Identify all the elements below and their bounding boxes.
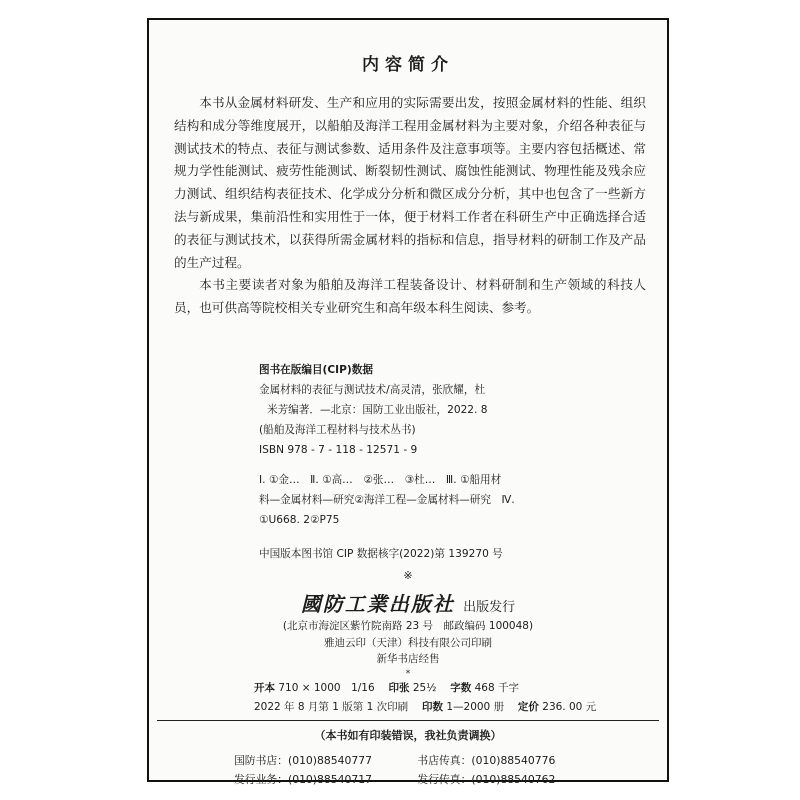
bookstore-phone: 国防书店：(010)88540777 — [234, 754, 372, 767]
publisher-details — [149, 618, 667, 680]
format-label: 开本 — [254, 682, 275, 694]
print-run-label: 印数 — [421, 701, 443, 713]
distribution-phone: 发行业务：(010)88540717 — [234, 773, 372, 786]
words-label: 字数 — [450, 682, 472, 694]
printer-name: 雅迪云印（天津）科技有限公司印刷 — [324, 636, 492, 649]
specs-row — [254, 679, 584, 698]
cip-classification: Ⅰ. ①金… Ⅱ. ①高… ②张… ③杜… Ⅲ. ①船用材 — [259, 474, 502, 486]
print-specs — [254, 679, 597, 717]
price-value: 236. 00 元 — [542, 701, 597, 713]
contacts-left — [234, 751, 372, 789]
distribution-fax: 发行传真：(010)88540762 — [417, 773, 556, 786]
bookstore-fax: 书店传真：(010)88540776 — [417, 754, 556, 767]
sheets-label: 印张 — [388, 682, 410, 694]
book-page — [147, 18, 669, 786]
cip-block — [259, 360, 559, 564]
sheets-value: 25½ — [412, 682, 437, 694]
specs-row — [254, 698, 597, 717]
cip-classification: 料—金属材料—研究②海洋工程—金属材料—研究 Ⅳ. — [259, 494, 515, 506]
separator-star: * — [405, 668, 411, 679]
format-value: 710 × 1000 1/16 — [278, 682, 375, 694]
error-notice: （本书如有印装错误，我社负责调换） — [314, 729, 502, 742]
intro-paragraph: 本书主要读者对象为船舶及海洋工程装备设计、材料研制和生产领域的科技人员，也可供高等院校相关专业研究生和高年级本科生阅读、参考。 — [174, 277, 646, 316]
print-run-value: 1—2000 册 — [446, 701, 505, 713]
intro-text — [174, 92, 646, 320]
cip-line: 金属材料的表征与测试技术/高灵清，张欣耀，杜 — [259, 384, 486, 396]
divider — [157, 720, 659, 721]
cip-record-number: 中国版本图书馆 CIP 数据核字(2022)第 139270 号 — [259, 548, 503, 560]
cip-series: (船舶及海洋工程材料与技术丛书) — [259, 424, 416, 436]
cip-line: 米芳编著．—北京：国防工业出版社，2022. 8 — [267, 404, 488, 416]
distributor: 新华书店经售 — [376, 653, 440, 665]
cip-heading: 图书在版编目(CIP)数据 — [259, 364, 373, 376]
edition-info: 2022 年 8 月第 1 版第 1 次印刷 — [254, 701, 409, 713]
separator-mark: ※ — [403, 569, 413, 582]
intro-paragraph: 本书从金属材料研发、生产和应用的实际需要出发，按照金属材料的性能、组织结构和成分等维度展开，以船舶及海洋工程用金属材料为主要对象，介绍各种表征与测试技术的特点、表征与测试参数、适用条件及注意事项等。主要内容包括概述、常规力学性能测试、疲劳性能测试、断裂韧性测试、腐蚀性能测试、物理性能及残余应力测试、组织结构表征技术、化学成分分析和微区成分分析，其中也包含了一些新方法与新成果，集前沿性和实用性于一体，便于材料工作者在科研生产中正确选择合适的表征与测试技术，以获得所需金属材料的指标和信息，指导材料的研制工作及产品的生产过程。 — [174, 95, 646, 270]
contact-info — [234, 751, 574, 789]
publisher-line — [149, 588, 667, 617]
publisher-address: (北京市海淀区紫竹院南路 23 号 邮政编码 100048) — [282, 620, 534, 632]
publisher-suffix: 出版发行 — [463, 600, 516, 615]
publisher-logo: 國防工業出版社 — [300, 592, 455, 616]
cip-classification: ①U668. 2②P75 — [259, 514, 340, 526]
price-label: 定价 — [517, 701, 539, 713]
contacts-right — [417, 751, 555, 789]
cip-isbn: ISBN 978 - 7 - 118 - 12571 - 9 — [259, 444, 418, 456]
page-title: 内容简介 — [362, 55, 454, 75]
words-value: 468 千字 — [474, 682, 519, 694]
